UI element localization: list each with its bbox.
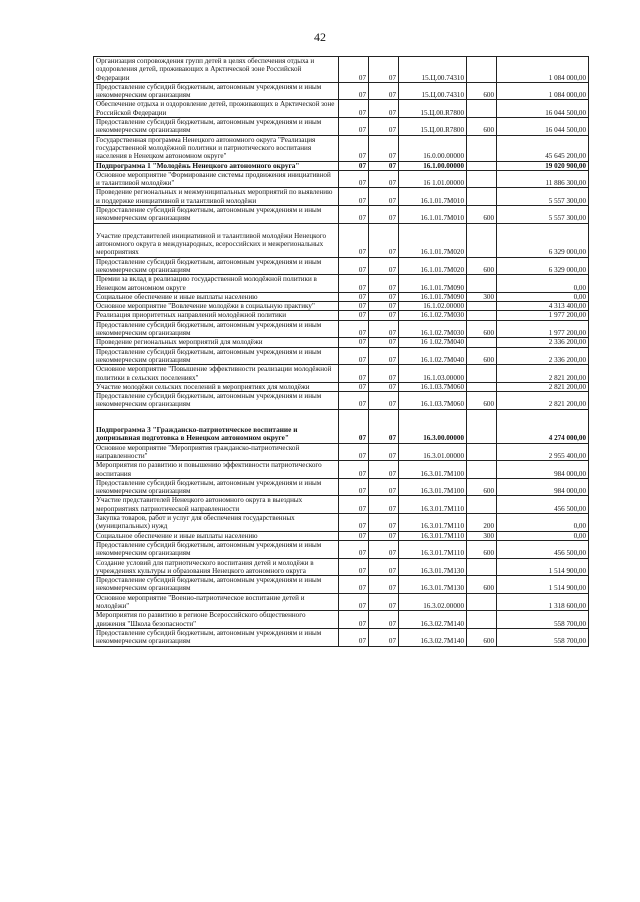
row-amount: 1 318 600,00 (497, 593, 589, 611)
row-amount: 16 044 500,00 (497, 100, 589, 118)
row-name: Основное мероприятие "Формирование системы продвижения инициативной и талантливой молодёжи" (94, 170, 339, 188)
row-amount: 2 336 200,00 (497, 347, 589, 365)
page-number: 42 (314, 30, 326, 44)
row-article-code: 16.3.02.00000 (399, 593, 467, 611)
budget-table-body (94, 57, 589, 647)
row-amount: 558 700,00 (497, 628, 589, 646)
row-expense-type (467, 170, 497, 188)
row-ministry-code: 07 (339, 611, 369, 629)
row-expense-type: 300 (467, 292, 497, 301)
row-section-code: 07 (369, 628, 399, 646)
row-article-code: 16.3.01.7M110 (399, 531, 467, 540)
row-article-code: 16 1.01.00000 (399, 170, 467, 188)
row-article-code: 16.1.03.7M060 (399, 382, 467, 391)
row-expense-type (467, 188, 497, 206)
row-name: Предоставление субсидий бюджетным, автономным учреждениям и иным некоммерческим организациям (94, 540, 339, 558)
table-row (94, 302, 589, 311)
row-name: Предоставление субсидий бюджетным, автономным учреждениям и иным некоммерческим организациям (94, 576, 339, 594)
row-expense-type: 600 (467, 82, 497, 100)
row-expense-type: 600 (467, 392, 497, 410)
row-amount: 456 500,00 (497, 496, 589, 514)
table-row (94, 576, 589, 594)
row-ministry-code: 07 (339, 409, 369, 443)
row-section-code: 07 (369, 257, 399, 275)
row-name: Участие молодёжи сельских поселений в мероприятиях для молодёжи (94, 382, 339, 391)
row-name: Мероприятия по развитию в регионе Всероссийского общественного движения "Школа безопасности" (94, 611, 339, 629)
row-article-code: 15.Ц.00.R7800 (399, 118, 467, 136)
row-expense-type (467, 135, 497, 161)
row-section-code: 07 (369, 392, 399, 410)
row-amount: 4 313 400,00 (497, 302, 589, 311)
row-name: Государственная программа Ненецкого автономного округа "Реализация государственной молодёжной политики и патриотического воспитания населения в Ненецком автономном округе" (94, 135, 339, 161)
row-expense-type: 600 (467, 478, 497, 496)
row-article-code: 16.3.02.7M140 (399, 611, 467, 629)
row-article-code: 16.3.01.7M110 (399, 496, 467, 514)
table-row (94, 223, 589, 257)
table-row (94, 161, 589, 170)
table-row (94, 514, 589, 532)
row-section-code: 07 (369, 320, 399, 338)
table-row (94, 275, 589, 293)
row-ministry-code: 07 (339, 223, 369, 257)
row-article-code: 16.3.02.7M140 (399, 628, 467, 646)
table-row (94, 409, 589, 443)
row-article-code: 15.Ц.00.74310 (399, 82, 467, 100)
row-section-code: 07 (369, 188, 399, 206)
row-name: Премии за вклад в реализацию государственной молодёжной политики в Ненецком автономном округе (94, 275, 339, 293)
table-row (94, 496, 589, 514)
table-row (94, 461, 589, 479)
table-row (94, 320, 589, 338)
row-name: Подпрограмма 1 "Молодёжь Ненецкого автономного округа" (94, 161, 339, 170)
row-name: Предоставление субсидий бюджетным, автономным учреждениям и иным некоммерческим организациям (94, 82, 339, 100)
row-article-code: 16.0.00.00000 (399, 135, 467, 161)
row-name: Подпрограмма 3 "Гражданско-патриотическое воспитание и допризывная подготовка в Ненецком автономном округе" (94, 409, 339, 443)
row-section-code: 07 (369, 275, 399, 293)
row-article-code: 16.1.00.00000 (399, 161, 467, 170)
row-amount: 1 977 200,00 (497, 320, 589, 338)
row-name: Предоставление субсидий бюджетным, автономным учреждениям и иным некоммерческим организациям (94, 320, 339, 338)
row-article-code: 16.1.02.7M040 (399, 347, 467, 365)
table-row (94, 382, 589, 391)
row-ministry-code: 07 (339, 170, 369, 188)
row-ministry-code: 07 (339, 478, 369, 496)
row-name: Организация сопровождения групп детей в целях обеспечения отдыха и оздоровления детей, проживающих в Арктической зоне Российской Федерации (94, 57, 339, 83)
row-expense-type (467, 161, 497, 170)
row-amount: 19 020 900,00 (497, 161, 589, 170)
row-expense-type (467, 558, 497, 576)
row-ministry-code: 07 (339, 347, 369, 365)
row-name: Закупка товаров, работ и услуг для обеспечения государственных (муниципальных) нужд (94, 514, 339, 532)
row-article-code: 16.1.01.7M090 (399, 292, 467, 301)
row-ministry-code: 07 (339, 461, 369, 479)
row-name: Реализация приоритетных направлений молодёжной политики (94, 311, 339, 320)
row-amount: 984 000,00 (497, 461, 589, 479)
row-article-code: 16.3.01.7M130 (399, 558, 467, 576)
row-ministry-code: 07 (339, 514, 369, 532)
row-amount: 558 700,00 (497, 611, 589, 629)
table-row (94, 443, 589, 461)
row-expense-type: 600 (467, 628, 497, 646)
row-article-code: 16 1.02.7M040 (399, 338, 467, 347)
row-ministry-code: 07 (339, 365, 369, 383)
row-amount: 2 336 200,00 (497, 338, 589, 347)
row-article-code: 16.1.02.00000 (399, 302, 467, 311)
table-row (94, 540, 589, 558)
row-ministry-code: 07 (339, 257, 369, 275)
table-row (94, 558, 589, 576)
row-section-code: 07 (369, 100, 399, 118)
row-name: Основное мероприятие "Военно-патриотическое воспитание детей и молодёжи" (94, 593, 339, 611)
row-article-code: 16.1.02.7M030 (399, 311, 467, 320)
row-article-code: 15.Ц.00.74310 (399, 57, 467, 83)
row-ministry-code: 07 (339, 100, 369, 118)
row-ministry-code: 07 (339, 593, 369, 611)
row-name: Предоставление субсидий бюджетным, автономным учреждениям и иным некоммерческим организациям (94, 257, 339, 275)
row-amount: 2 821 200,00 (497, 382, 589, 391)
row-name: Предоставление субсидий бюджетным, автономным учреждениям и иным некоммерческим организациям (94, 478, 339, 496)
row-article-code: 16.3.01.7M110 (399, 514, 467, 532)
row-expense-type (467, 311, 497, 320)
row-ministry-code: 07 (339, 206, 369, 224)
row-amount: 0,00 (497, 514, 589, 532)
row-expense-type (467, 302, 497, 311)
row-amount: 16 044 500,00 (497, 118, 589, 136)
row-expense-type: 600 (467, 576, 497, 594)
row-ministry-code: 07 (339, 275, 369, 293)
table-row (94, 170, 589, 188)
row-article-code: 16.3.01.7M100 (399, 478, 467, 496)
row-section-code: 07 (369, 531, 399, 540)
row-section-code: 07 (369, 223, 399, 257)
row-section-code: 07 (369, 409, 399, 443)
row-expense-type (467, 365, 497, 383)
row-article-code: 16.1.01.7M020 (399, 223, 467, 257)
table-row (94, 82, 589, 100)
table-row (94, 292, 589, 301)
row-name: Предоставление субсидий бюджетным, автономным учреждениям и иным некоммерческим организациям (94, 347, 339, 365)
row-name: Основное мероприятие "Повышение эффективности реализации молодёжной политики в сельских поселениях" (94, 365, 339, 383)
row-amount: 5 557 300,00 (497, 206, 589, 224)
row-section-code: 07 (369, 338, 399, 347)
row-ministry-code: 07 (339, 302, 369, 311)
row-section-code: 07 (369, 558, 399, 576)
table-row (94, 338, 589, 347)
row-amount: 2 955 400,00 (497, 443, 589, 461)
row-section-code: 07 (369, 514, 399, 532)
table-row (94, 593, 589, 611)
row-name: Основное мероприятие "Вовлечение молодёжи в социальную практику" (94, 302, 339, 311)
row-name: Социальное обеспечение и иные выплаты населению (94, 531, 339, 540)
row-expense-type (467, 611, 497, 629)
row-ministry-code: 07 (339, 82, 369, 100)
row-section-code: 07 (369, 292, 399, 301)
row-ministry-code: 07 (339, 292, 369, 301)
row-section-code: 07 (369, 496, 399, 514)
row-article-code: 16.1.03.00000 (399, 365, 467, 383)
table-row (94, 628, 589, 646)
table-row (94, 392, 589, 410)
row-amount: 1 514 900,00 (497, 558, 589, 576)
row-amount: 11 886 300,00 (497, 170, 589, 188)
row-ministry-code: 07 (339, 161, 369, 170)
row-expense-type (467, 443, 497, 461)
row-expense-type (467, 57, 497, 83)
row-amount: 1 084 000,00 (497, 82, 589, 100)
row-name: Участие представителей инициативной и талантливой молодёжи Ненецкого автономного округа в международных, всероссийских и межрегиональных мероприятиях (94, 223, 339, 257)
table-row (94, 118, 589, 136)
row-amount: 5 557 300,00 (497, 188, 589, 206)
row-section-code: 07 (369, 118, 399, 136)
row-section-code: 07 (369, 576, 399, 594)
row-ministry-code: 07 (339, 496, 369, 514)
row-article-code: 15.Ц.00.R7800 (399, 100, 467, 118)
row-ministry-code: 07 (339, 311, 369, 320)
row-article-code: 16.3.01.00000 (399, 443, 467, 461)
row-ministry-code: 07 (339, 443, 369, 461)
table-row (94, 57, 589, 83)
row-article-code: 16.3.01.7M130 (399, 576, 467, 594)
row-section-code: 07 (369, 382, 399, 391)
table-row (94, 100, 589, 118)
row-expense-type (467, 275, 497, 293)
row-expense-type (467, 100, 497, 118)
row-expense-type (467, 223, 497, 257)
row-article-code: 16.1.01.7M090 (399, 275, 467, 293)
row-name: Предоставление субсидий бюджетным, автономным учреждениям и иным некоммерческим организациям (94, 118, 339, 136)
row-ministry-code: 07 (339, 540, 369, 558)
row-section-code: 07 (369, 593, 399, 611)
budget-table (93, 56, 589, 647)
table-row (94, 188, 589, 206)
row-ministry-code: 07 (339, 531, 369, 540)
row-name: Обеспечение отдыха и оздоровление детей, проживающих в Арктической зоне Российской Федерации (94, 100, 339, 118)
row-ministry-code: 07 (339, 558, 369, 576)
row-section-code: 07 (369, 461, 399, 479)
row-amount: 984 000,00 (497, 478, 589, 496)
row-ministry-code: 07 (339, 338, 369, 347)
table-row (94, 478, 589, 496)
row-name: Социальное обеспечение и иные выплаты населению (94, 292, 339, 301)
row-amount: 2 821 200,00 (497, 365, 589, 383)
row-section-code: 07 (369, 540, 399, 558)
table-row (94, 611, 589, 629)
row-expense-type (467, 461, 497, 479)
row-article-code: 16.3.00.00000 (399, 409, 467, 443)
row-expense-type: 600 (467, 320, 497, 338)
row-ministry-code: 07 (339, 135, 369, 161)
row-ministry-code: 07 (339, 392, 369, 410)
row-ministry-code: 07 (339, 382, 369, 391)
row-ministry-code: 07 (339, 576, 369, 594)
row-name: Предоставление субсидий бюджетным, автономным учреждениям и иным некоммерческим организациям (94, 628, 339, 646)
row-amount: 1 977 200,00 (497, 311, 589, 320)
row-section-code: 07 (369, 57, 399, 83)
row-section-code: 07 (369, 82, 399, 100)
row-article-code: 16.1.01.7M010 (399, 188, 467, 206)
row-article-code: 16.3.01.7M100 (399, 461, 467, 479)
row-expense-type (467, 382, 497, 391)
row-amount: 45 645 200,00 (497, 135, 589, 161)
row-section-code: 07 (369, 443, 399, 461)
row-article-code: 16.3.01.7M110 (399, 540, 467, 558)
row-section-code: 07 (369, 135, 399, 161)
row-ministry-code: 07 (339, 320, 369, 338)
row-expense-type (467, 338, 497, 347)
row-name: Мероприятия по развитию и повышению эффективности патриотического воспитания (94, 461, 339, 479)
row-section-code: 07 (369, 365, 399, 383)
row-article-code: 16.1.01.7M010 (399, 206, 467, 224)
row-amount: 456 500,00 (497, 540, 589, 558)
table-row (94, 531, 589, 540)
row-expense-type (467, 496, 497, 514)
row-expense-type: 600 (467, 540, 497, 558)
row-name: Создание условий для патриотического воспитания детей и молодёжи в учреждениях культуры и образования Ненецкого автономного округа (94, 558, 339, 576)
row-name: Проведение региональных мероприятий для молодёжи (94, 338, 339, 347)
row-amount: 0,00 (497, 292, 589, 301)
row-amount: 1 084 000,00 (497, 57, 589, 83)
row-name: Участие представителей Ненецкого автономного округа в выездных мероприятиях патриотической направленности (94, 496, 339, 514)
row-section-code: 07 (369, 206, 399, 224)
row-expense-type: 600 (467, 206, 497, 224)
row-amount: 2 821 200,00 (497, 392, 589, 410)
row-name: Проведение региональных и межмуниципальных мероприятий по выявлению и поддержке инициативной и талантливой молодёжи (94, 188, 339, 206)
row-expense-type: 600 (467, 347, 497, 365)
table-row (94, 311, 589, 320)
row-amount: 0,00 (497, 531, 589, 540)
row-amount: 4 274 000,00 (497, 409, 589, 443)
row-section-code: 07 (369, 161, 399, 170)
row-ministry-code: 07 (339, 57, 369, 83)
row-amount: 6 329 000,00 (497, 257, 589, 275)
row-ministry-code: 07 (339, 188, 369, 206)
row-section-code: 07 (369, 478, 399, 496)
row-article-code: 16.1.02.7M030 (399, 320, 467, 338)
table-row (94, 135, 589, 161)
row-expense-type: 600 (467, 118, 497, 136)
row-expense-type: 300 (467, 531, 497, 540)
row-name: Предоставление субсидий бюджетным, автономным учреждениям и иным некоммерческим организациям (94, 206, 339, 224)
row-amount: 0,00 (497, 275, 589, 293)
row-section-code: 07 (369, 302, 399, 311)
row-article-code: 16.1.01.7M020 (399, 257, 467, 275)
row-section-code: 07 (369, 347, 399, 365)
row-expense-type: 600 (467, 257, 497, 275)
table-row (94, 257, 589, 275)
row-ministry-code: 07 (339, 118, 369, 136)
table-row (94, 365, 589, 383)
row-ministry-code: 07 (339, 628, 369, 646)
table-row (94, 347, 589, 365)
row-article-code: 16.1.03.7M060 (399, 392, 467, 410)
row-name: Основное мероприятие "Мероприятия гражданско-патриотической направленности" (94, 443, 339, 461)
row-name: Предоставление субсидий бюджетным, автономным учреждениям и иным некоммерческим организациям (94, 392, 339, 410)
row-expense-type: 200 (467, 514, 497, 532)
table-row (94, 206, 589, 224)
row-section-code: 07 (369, 311, 399, 320)
row-amount: 6 329 000,00 (497, 223, 589, 257)
row-section-code: 07 (369, 611, 399, 629)
row-section-code: 07 (369, 170, 399, 188)
row-amount: 1 514 900,00 (497, 576, 589, 594)
row-expense-type (467, 593, 497, 611)
row-expense-type (467, 409, 497, 443)
